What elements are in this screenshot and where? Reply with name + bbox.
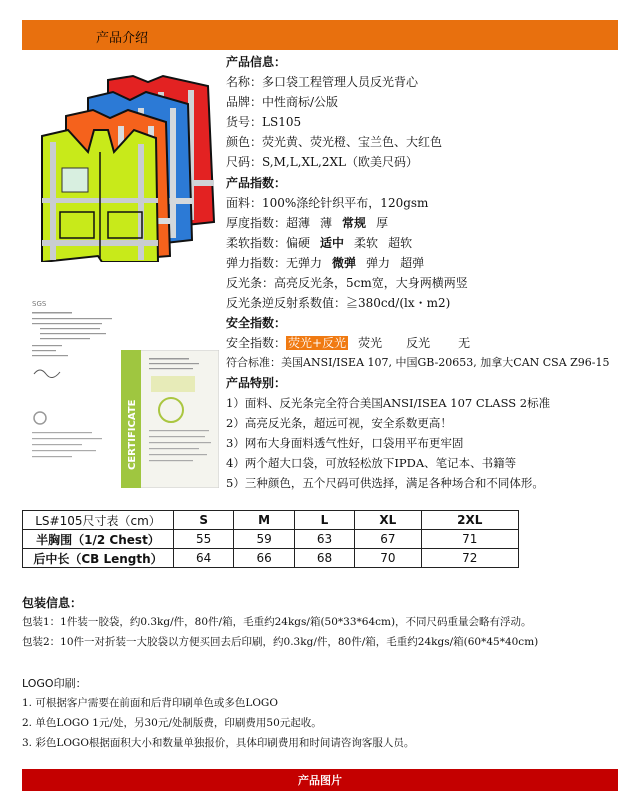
safety-section-title: 安全指数：: [226, 316, 287, 330]
safety-option-selected: 荧光+反光: [288, 336, 347, 350]
compliance-standards: 符合标准：美国ANSI/ISEA 107, 中国GB-20653, 加拿大CAN CSA Z96-15: [226, 356, 610, 369]
info-section-title: 产品信息：: [226, 55, 287, 69]
reflective-tape: 反光条：高亮反光条，5cm宽，大身两横两竖: [226, 276, 468, 290]
sgs-logo-text: SGS: [32, 300, 47, 308]
elasticity-option: 弹力: [366, 256, 391, 270]
softness-option: 超软: [388, 236, 413, 250]
packaging-option: 包装1：1件装一胶袋，约0.3kg/件，80件/箱，毛重约24kgs/箱(50*33*64cm)，不同尺码重量会略有浮动。: [22, 616, 532, 628]
certificate-label: CERTIFICATE: [127, 399, 138, 470]
table-cell: 63: [294, 530, 354, 549]
yellow-vest: [42, 130, 158, 262]
section-header-title: 产品图片: [298, 774, 342, 787]
safety-index: [226, 334, 470, 352]
packaging-option: 包装2：10件一对折装一大胶袋以方便买回去后印刷，约0.3kg/件，80件/箱，毛重约24kgs/箱(60*45*40cm): [22, 636, 539, 648]
size-chart-table: [22, 510, 519, 568]
sgs-report-image: [30, 298, 116, 390]
product-colors: 颜色：荧光黄、荧光橙、宝兰色、大红色: [226, 135, 443, 149]
softness-option: 偏硬: [286, 236, 311, 250]
section-header-product-intro: [22, 20, 618, 50]
softness-option: 柔软: [354, 236, 379, 250]
elasticity-option: 无弹力: [286, 256, 323, 270]
table-header-cell: 2XL: [421, 511, 518, 530]
table-cell: 55: [174, 530, 234, 549]
product-fabric: 面料：100%涤纶针织平布，120gsm: [226, 196, 429, 210]
table-cell: 66: [234, 549, 294, 568]
product-name: 名称：多口袋工程管理人员反光背心: [226, 75, 419, 89]
thickness-option-selected: 常规: [342, 216, 367, 230]
certificate-image: [121, 350, 219, 488]
table-cell: 后中长（CB Length）: [23, 549, 174, 568]
logo-printing-item: 2. 单色LOGO 1元/处，另30元/处制版费，印刷费用50元起收。: [22, 717, 322, 729]
table-header-cell: M: [234, 511, 294, 530]
table-cell: 71: [421, 530, 518, 549]
elasticity-index: [226, 254, 424, 272]
feature-item: 4）两个超大口袋，可放轻松放下IPDA、笔记本、书籍等: [226, 456, 517, 470]
logo-printing-item: 3. 彩色LOGO根据面积大小和数量单独报价，具体印刷费用和时间请咨询客服人员。: [22, 737, 415, 749]
table-row: [23, 549, 519, 568]
thickness-option: 薄: [320, 216, 333, 230]
section-header-title: 产品介绍: [96, 31, 149, 46]
features-section-title: 产品特别：: [226, 376, 287, 390]
table-cell: 半胸围（1/2 Chest）: [23, 530, 174, 549]
table-cell: 70: [355, 549, 421, 568]
feature-item: 1）面料、反光条完全符合美国ANSI/ISEA 107 CLASS 2标准: [226, 396, 551, 410]
elasticity-option-selected: 微弹: [332, 256, 357, 270]
product-sku: 货号：LS105: [226, 115, 302, 129]
table-row: [23, 530, 519, 549]
feature-item: 5）三种颜色，五个尺码可供选择，满足各种场合和不同体形。: [226, 476, 544, 490]
product-brand: 品牌：中性商标/公版: [226, 95, 339, 109]
softness-label: 柔软指数：: [226, 236, 287, 250]
table-cell: 72: [421, 549, 518, 568]
section-header-product-images: [22, 769, 618, 791]
feature-item: 3）网布大身面料透气性好，口袋用平布更牢固: [226, 436, 464, 450]
feature-item: 2）高亮反光条，超远可视，安全系数更高！: [226, 416, 452, 430]
logo-printing-item: 1. 可根据客户需要在前面和后背印刷单色或多色LOGO: [22, 697, 278, 709]
table-cell: 68: [294, 549, 354, 568]
table-cell: 64: [174, 549, 234, 568]
elasticity-option: 超弹: [400, 256, 425, 270]
sgs-seal-image: [30, 400, 110, 470]
safety-label: 安全指数：: [226, 336, 287, 350]
packaging-title: 包装信息：: [22, 596, 83, 610]
safety-option: 反光: [406, 336, 431, 350]
softness-option-selected: 适中: [320, 236, 345, 250]
table-header-cell: S: [174, 511, 234, 530]
thickness-label: 厚度指数：: [226, 216, 287, 230]
thickness-option: 厚: [376, 216, 389, 230]
elasticity-label: 弹力指数：: [226, 256, 287, 270]
table-cell: 67: [355, 530, 421, 549]
table-cell: 59: [234, 530, 294, 549]
safety-option: 荧光: [358, 336, 383, 350]
table-header-cell: XL: [355, 511, 421, 530]
thickness-option: 超薄: [286, 216, 311, 230]
safety-option: 无: [458, 336, 471, 350]
table-header-row: [23, 511, 519, 530]
logo-printing-title: LOGO印刷：: [22, 677, 87, 690]
index-section-title: 产品指数：: [226, 176, 287, 190]
table-header-cell: L: [294, 511, 354, 530]
softness-index: [226, 234, 412, 252]
thickness-index: [226, 214, 388, 232]
table-header-cell: LS#105尺寸表（cm）: [23, 511, 174, 530]
retroreflection-value: 反光条逆反射系数值：≧380cd/(lx・m2): [226, 296, 451, 310]
product-sizes: 尺码：S,M,L,XL,2XL（欧美尺码）: [226, 155, 418, 169]
vest-product-image: [38, 72, 218, 262]
